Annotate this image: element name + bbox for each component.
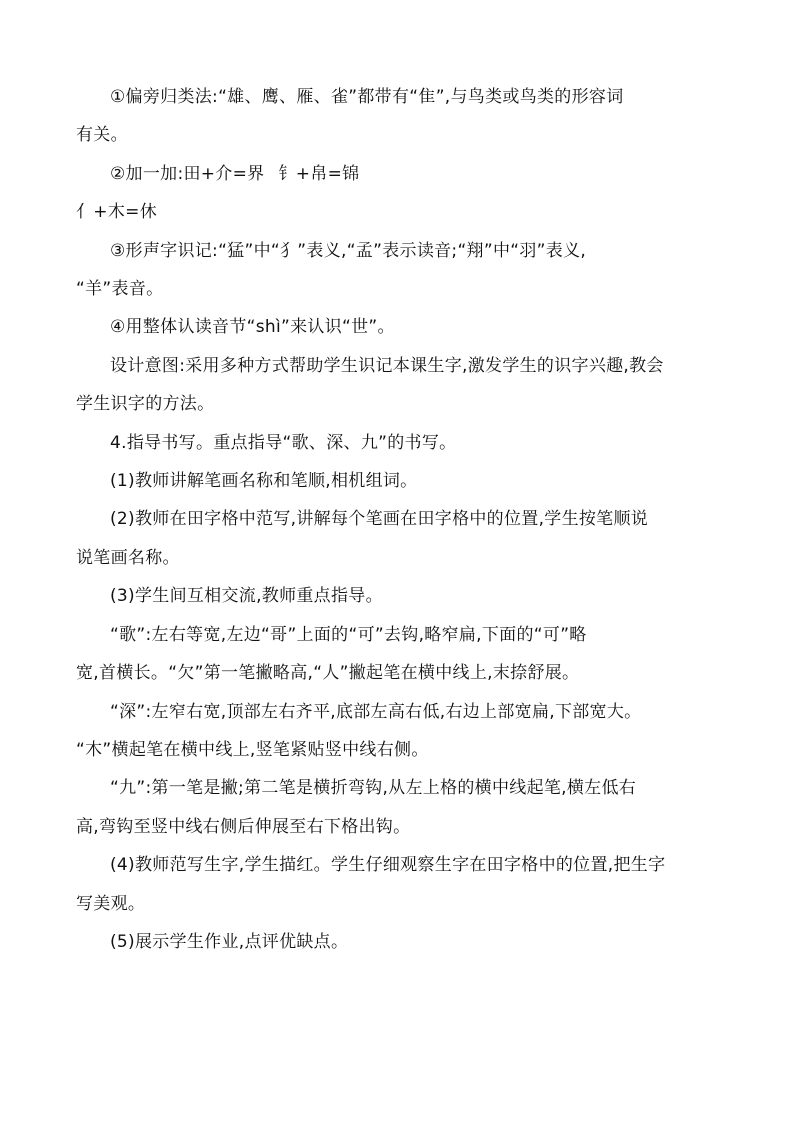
text-line: ④用整体认读音节“shì”来认识“世”。	[110, 317, 395, 338]
text-line: “深”:左窄右宽,顶部左右齐平,底部左高右低,右边上部宽扁,下部宽大。	[110, 701, 642, 722]
text-line	[76, 155, 728, 193]
text-line: “九”:第一笔是撇;第二笔是横折弯钩,从左上格的横中线起笔,横左低右	[110, 778, 637, 799]
text-line: (5)展示学生作业,点评优缺点。	[110, 931, 349, 952]
text-line: (3)学生间互相交流,教师重点指导。	[110, 586, 383, 607]
section-heading: 4.指导书写。重点指导“歌、深、九”的书写。	[110, 432, 457, 453]
text-line: 有关。	[76, 125, 128, 146]
text-line: (2)教师在田字格中范写,讲解每个笔画在田字格中的位置,学生按笔顺说	[110, 509, 649, 530]
text-segment: ②加一加:田+介=界	[110, 163, 265, 184]
document-body	[76, 78, 728, 961]
text-line: 设计意图:采用多种方式帮助学生识记本课生字,激发学生的识字兴趣,教会	[110, 355, 664, 376]
text-segment: 钅+帛=锦	[278, 163, 360, 184]
text-line: “羊”表音。	[76, 279, 164, 300]
text-line: 宽,首横长。“欠”第一笔撇略高,“人”撇起笔在横中线上,末捺舒展。	[76, 663, 580, 684]
text-line: (1)教师讲解笔画名称和笔顺,相机组词。	[110, 471, 418, 492]
text-line: 学生识字的方法。	[76, 394, 215, 415]
text-line: ①偏旁归类法:“雄、鹰、雁、雀”都带有“隹”,与鸟类或鸟类的形容词	[110, 87, 624, 107]
text-line: 写美观。	[76, 893, 146, 914]
text-line: “歌”:左右等宽,左边“哥”上面的“可”去钩,略窄扁,下面的“可”略	[110, 624, 587, 645]
text-line: 说笔画名称。	[76, 547, 180, 568]
text-line: ③形声字识记:“猛”中“犭”表义,“孟”表示读音;“翔”中“羽”表义,	[110, 240, 587, 261]
text-line: 亻+木=休	[76, 202, 157, 223]
text-line: (4)教师范写生字,学生描红。学生仔细观察生字在田字格中的位置,把生字	[110, 855, 666, 876]
text-line: 高,弯钩至竖中线右侧后伸展至右下格出钩。	[76, 816, 411, 837]
text-line: “木”横起笔在横中线上,竖笔紧贴竖中线右侧。	[76, 739, 429, 760]
